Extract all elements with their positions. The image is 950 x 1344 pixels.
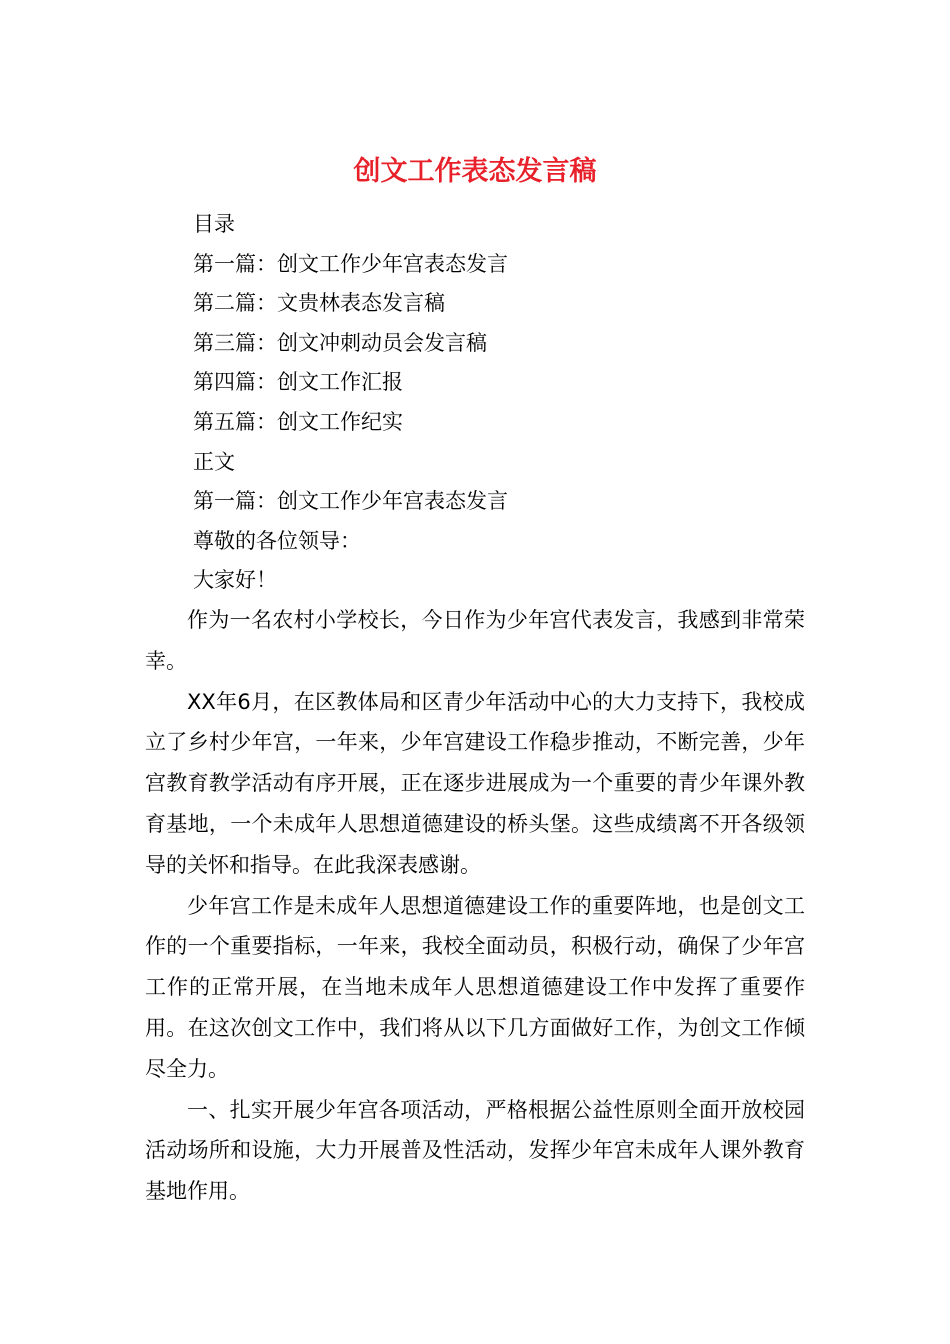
toc-item: 第三篇：创文冲刺动员会发言稿	[193, 330, 487, 355]
document-title: 创文工作表态发言稿	[353, 156, 597, 187]
table-of-contents	[193, 205, 813, 601]
paragraph: 一、扎实开展少年宫各项活动，严格根据公益性原则全面开放校园活动场所和设施，大力开展普及性活动，发挥少年宫未成年人课外教育基地作用。	[145, 1097, 805, 1204]
body-heading: 正文	[193, 449, 235, 474]
section-title: 第一篇：创文工作少年宫表态发言	[193, 489, 508, 514]
salutation: 尊敬的各位领导：	[193, 528, 361, 553]
paragraph: 少年宫工作是未成年人思想道德建设工作的重要阵地，也是创文工作的一个重要指标，一年来，我校全面动员，积极行动，确保了少年宫工作的正常开展，在当地未成年人思想道德建设工作中发挥了重要作用。在这次创文工作中，我们将从以下几方面做好工作，为创文工作倾尽全力。	[145, 893, 805, 1081]
toc-item: 第五篇：创文工作纪实	[193, 409, 403, 434]
paragraph: 作为一名农村小学校长，今日作为少年宫代表发言，我感到非常荣幸。	[145, 608, 805, 673]
document-body	[145, 600, 805, 1212]
toc-item: 第二篇：文贵林表态发言稿	[193, 291, 445, 316]
greeting: 大家好！	[193, 568, 277, 593]
toc-item: 第四篇：创文工作汇报	[193, 370, 403, 395]
toc-item: 第一篇：创文工作少年宫表态发言	[193, 251, 508, 276]
toc-heading: 目录	[193, 212, 235, 236]
paragraph: XX年6月，在区教体局和区青少年活动中心的大力支持下，我校成立了乡村少年宫，一年来，少年宫建设工作稳步推动，不断完善，少年宫教育教学活动有序开展，正在逐步进展成为一个重要的青少年课外教育基地，一个未成年人思想道德建设的桥头堡。这些成绩离不开各级领导的关怀和指导。在此我深表感谢。	[145, 689, 805, 877]
